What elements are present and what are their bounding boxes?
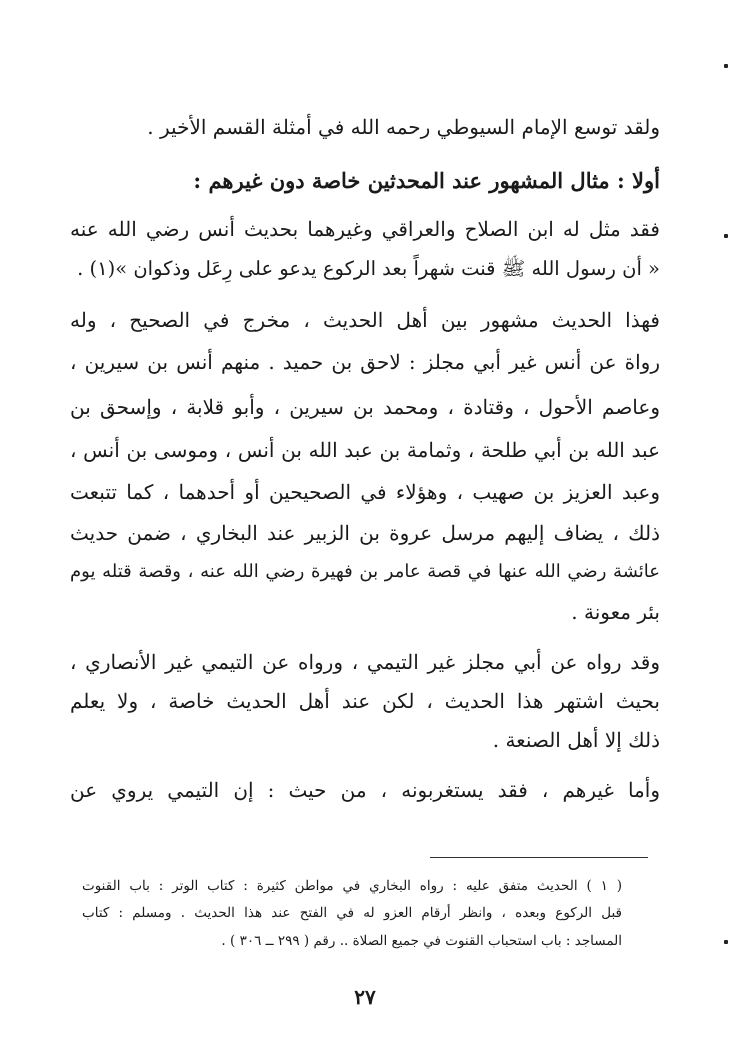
footnote-line: ( ١ ) الحديث متفق عليه : رواه البخاري في مواطن كثيرة : كتاب الوتر : باب القنوت bbox=[82, 878, 622, 894]
footnote-line: قبل الركوع وبعده ، وانظر أرقام العزو له في الفتح عند هذا الحديث . ومسلم : كتاب bbox=[82, 905, 622, 921]
margin-mark bbox=[724, 234, 728, 238]
text-line: فهذا الحديث مشهور بين أهل الحديث ، مخرج في الصحيح ، وله bbox=[70, 308, 660, 332]
footnote-divider bbox=[430, 857, 648, 858]
text-line: عبد الله بن أبي طلحة ، وثمامة بن عبد الله بن أنس ، وموسى بن أنس ، bbox=[70, 438, 660, 462]
text-line: وعاصم الأحول ، وقتادة ، ومحمد بن سيرين ، وأبو قلابة ، وإسحق بن bbox=[70, 395, 660, 419]
text-line: ذلك ، يضاف إليهم مرسل عروة بن الزبير عند البخاري ، ضمن حديث bbox=[70, 521, 660, 545]
text-line: وأما غيرهم ، فقد يستغربونه ، من حيث : إن التيمي يروي عن bbox=[70, 778, 660, 802]
text-line: وعبد العزيز بن صهيب ، وهؤلاء في الصحيحين أو أحدهما ، كما تتبعت bbox=[70, 480, 660, 504]
section-heading: أولا : مثال المشهور عند المحدثين خاصة دون غيرهم : bbox=[193, 168, 660, 193]
text-line: عائشة رضي الله عنها في قصة عامر بن فهيرة رضي الله عنه ، وقصة قتله يوم bbox=[70, 561, 660, 582]
text-line: بئر معونة . bbox=[571, 600, 660, 624]
text-line: « أن رسول الله ﷺ قنت شهراً بعد الركوع يدعو على رِعَل وذكوان »(١) . bbox=[77, 257, 660, 280]
text-line: فقد مثل له ابن الصلاح والعراقي وغيرهما بحديث أنس رضي الله عنه bbox=[70, 217, 660, 241]
footnote-line: المساجد : باب استحباب القنوت في جميع الصلاة .. رقم ( ٢٩٩ ــ ٣٠٦ ) . bbox=[221, 933, 622, 949]
margin-mark bbox=[724, 940, 728, 944]
text-line: ولقد توسع الإمام السيوطي رحمه الله في أمثلة القسم الأخير . bbox=[147, 115, 660, 139]
text-line: ذلك إلا أهل الصنعة . bbox=[492, 728, 660, 752]
margin-mark bbox=[724, 64, 728, 68]
text-line: وقد رواه عن أبي مجلز غير التيمي ، ورواه عن التيمي غير الأنصاري ، bbox=[70, 650, 660, 674]
page-number: ٢٧ bbox=[354, 985, 376, 1009]
text-line: رواة عن أنس غير أبي مجلز : لاحق بن حميد . منهم أنس بن سيرين ، bbox=[70, 350, 660, 374]
text-line: بحيث اشتهر هذا الحديث ، لكن عند أهل الحديث خاصة ، ولا يعلم bbox=[70, 689, 660, 713]
